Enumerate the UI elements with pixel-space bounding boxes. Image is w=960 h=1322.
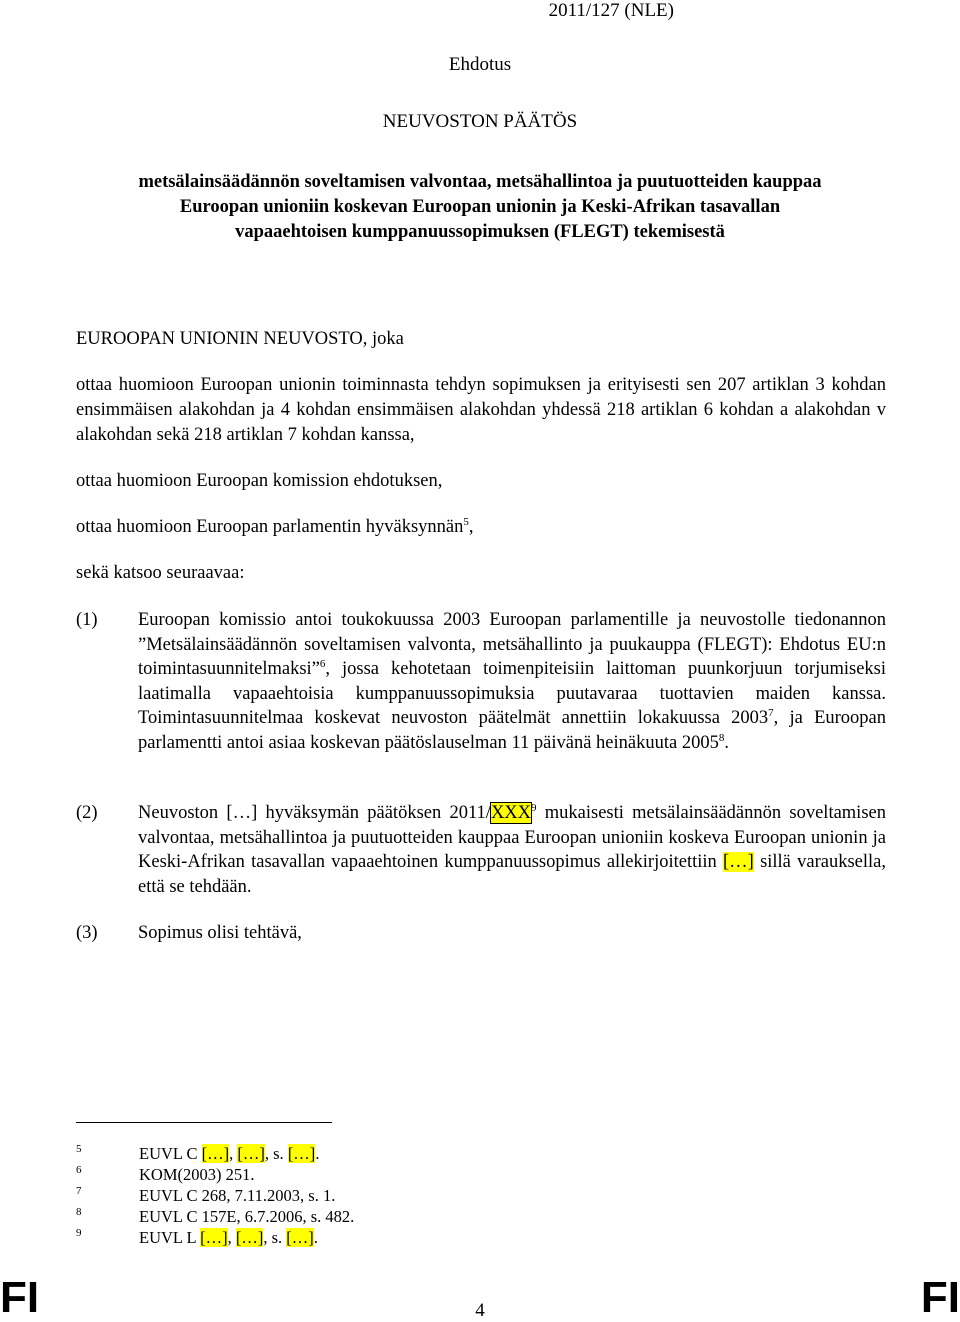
footnote-number: 9 <box>76 1227 82 1239</box>
subject-line: metsälainsäädännön soveltamisen valvontaa, metsähallintoa ja puutuotteiden kauppaa <box>138 172 822 192</box>
footnote-ref[interactable]: 8 <box>718 731 725 744</box>
footnote-part: , <box>229 1144 238 1163</box>
recital-part: , ja Euroopan parlamentti antoi asiaa koskevan päätöslauselman 11 päivänä heinäkuuta 2005 <box>138 708 886 753</box>
recital-part: mukaisesti metsälainsäädännön soveltamisen valvontaa, metsähallintoa ja puutuotteiden kauppaa Euroopan unioniin koskeva Euroopan unionin ja Keski-Afrikan tasavallan vapaaehtoinen kumppanuussopimus allekirjoitettiin <box>138 803 886 872</box>
footnote-part: . <box>315 1144 320 1163</box>
ellipsis: … <box>232 803 252 823</box>
footnote-number: 7 <box>76 1185 82 1197</box>
subject-line: Euroopan unioniin koskevan Euroopan unionin ja Keski-Afrikan tasavallan <box>179 197 781 217</box>
footnote-part: , s. <box>264 1144 288 1163</box>
page-number: 4 <box>475 1300 485 1321</box>
highlighted-placeholder: […] <box>235 1228 264 1247</box>
footnote-text: EUVL C 157E, 6.7.2006, s. 482. <box>139 1207 355 1226</box>
preamble-intro: EUROOPAN UNIONIN NEUVOSTO, joka <box>76 329 404 349</box>
recital-number: (3) <box>76 923 98 943</box>
recital-part: , jossa kehotetaan toimenpiteisiin laittoman puunkorjuun torjumiseksi laatimalla vapaaehtoisia kumppanuussopimuksia puutavaraa tuottavien maiden kanssa. Toimintasuunnitelmaa koskevat neuvoston päätelmät annettiin lokakuussa 2003 <box>138 659 886 728</box>
recital-number: (1) <box>76 610 98 630</box>
recital-text: Sopimus olisi tehtävä, <box>138 923 302 943</box>
footnote-ref[interactable]: 7 <box>768 706 774 719</box>
recital-text <box>138 608 886 755</box>
language-code-right: FI <box>920 1273 960 1322</box>
document-reference: 2011/127 (NLE) <box>548 0 674 21</box>
citation-paragraph <box>76 515 886 540</box>
footnote-part: . <box>313 1228 318 1247</box>
footnote-text: EUVL C 268, 7.11.2003, s. 1. <box>139 1186 336 1205</box>
citation-paragraph: ottaa huomioon Euroopan komission ehdotuksen, <box>76 471 443 491</box>
citation-text: ottaa huomioon Euroopan parlamentin hyväksynnän <box>76 517 464 537</box>
subject-line: vapaaehtoisen kumppanuussopimuksen (FLEGT) tekemisestä <box>235 222 725 242</box>
footnote-number: 5 <box>76 1143 82 1155</box>
footnote-ref[interactable]: 6 <box>319 657 326 670</box>
footnote-part: EUVL L <box>139 1228 201 1247</box>
footnote-part: EUVL C <box>139 1144 202 1163</box>
language-code-left: FI <box>0 1273 40 1322</box>
highlighted-placeholder: […] <box>723 852 754 872</box>
footnote-ref[interactable]: 5 <box>463 515 469 528</box>
highlighted-placeholder: […] <box>201 1144 230 1163</box>
footnote-part: , s. <box>263 1228 287 1247</box>
footnote-number: 8 <box>76 1206 82 1218</box>
highlighted-placeholder: XXX <box>490 803 532 823</box>
recital-part: sillä varauksella, että se tehdään. <box>138 852 886 897</box>
citation-punct: , <box>468 517 474 537</box>
citation-paragraph: ottaa huomioon Euroopan unionin toiminnasta tehdyn sopimuksen ja erityisesti sen 207 artiklan 3 kohdan ensimmäisen alakohdan ja 4 kohdan ensimmäisen alakohdan yhdessä 218 artiklan 6 kohdan a alakohdan v alakohdan sekä 218 artiklan 7 kohdan kanssa, <box>76 375 886 445</box>
footnote-text <box>139 1144 319 1164</box>
recital-number: (2) <box>76 803 98 823</box>
footnote-ref[interactable]: 9 <box>531 801 537 814</box>
recital-text <box>138 801 886 899</box>
footnote-number: 6 <box>76 1164 82 1176</box>
highlighted-placeholder: […] <box>237 1144 265 1163</box>
recital-part: Euroopan komissio antoi toukokuussa 2003 Euroopan parlamentille ja neuvostolle tiedonannon ”Metsälainsäädännön soveltamisen valvonta, metsähallinto ja puukauppa (FLEGT): Ehdotus EU:n toimintasuunnitelmaksi” <box>138 610 886 679</box>
citation-paragraph: sekä katsoo seuraavaa: <box>76 563 245 583</box>
document-subject <box>80 170 880 245</box>
recital-part: Neuvoston [ <box>138 803 233 823</box>
highlighted-placeholder: […] <box>286 1228 314 1247</box>
footnote-part: , <box>227 1228 236 1247</box>
document-label: Ehdotus <box>448 54 512 75</box>
highlighted-placeholder: […] <box>200 1228 228 1247</box>
highlighted-placeholder: […] <box>287 1144 316 1163</box>
recital-part: . <box>724 732 729 753</box>
footnote-separator <box>76 1122 332 1123</box>
document-title: NEUVOSTON PÄÄTÖS <box>382 111 578 132</box>
recital-part: ] hyväksymän päätöksen 2011/ <box>251 803 491 823</box>
footnote-text: KOM(2003) 251. <box>139 1165 255 1184</box>
footnote-text <box>139 1228 318 1248</box>
